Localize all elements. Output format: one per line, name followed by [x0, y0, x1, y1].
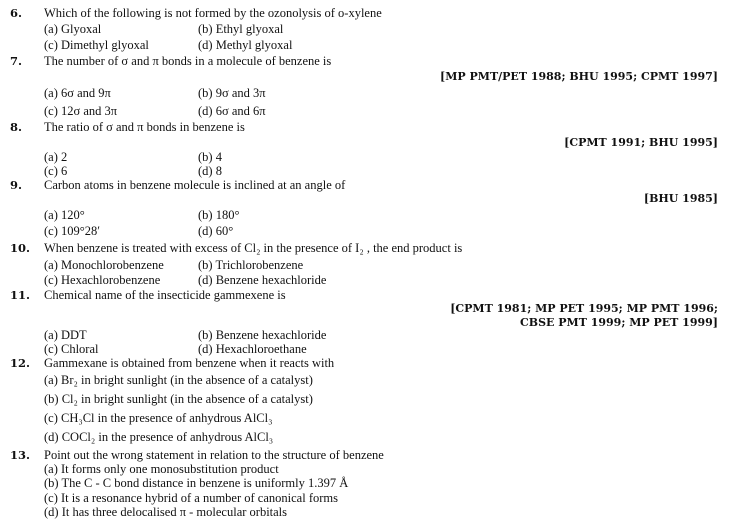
option-a: (a) It forms only one monosubstitution product [44, 462, 279, 476]
option-b: (b) Ethyl glyoxal [198, 22, 284, 36]
option-c: (c) It is a resonance hybrid of a number of canonical forms [44, 491, 338, 505]
question-text: Gammexane is obtained from benzene when it reacts with [44, 356, 335, 370]
option-a: (a) DDT [44, 328, 87, 342]
question-text: Chemical name of the insecticide gammexene is [44, 288, 286, 302]
option-b: (b) Cl₂ in bright sunlight (in the absence of a catalyst) [44, 392, 313, 406]
question-text: Which of the following is not formed by the ozonolysis of o-xylene [44, 6, 382, 20]
option-a: (a) 120° [44, 208, 85, 222]
question-text: The ratio of σ and π bonds in benzene is [44, 120, 245, 134]
question-text: When benzene is treated with excess of Cl₂ in the presence of I₂ , the end product is [44, 241, 463, 255]
option-b: (b) The C - C bond distance in benzene is uniformly 1.397 Å [44, 476, 349, 490]
exam-source: [BHU 1985] [643, 192, 718, 205]
exam-source: [MP PMT/PET 1988; BHU 1995; CPMT 1997] [440, 70, 718, 83]
question-text: Carbon atoms in benzene molecule is inclined at an angle of [44, 178, 346, 192]
option-d: (d) COCl₂ in the presence of anhydrous AlCl₃ [44, 430, 274, 444]
exam-source: CBSE PMT 1999; MP PET 1999] [520, 316, 718, 329]
option-c: (c) 109°28′ [44, 224, 100, 238]
option-d: (d) 8 [198, 164, 222, 178]
option-a: (a) Br₂ in bright sunlight (in the absence of a catalyst) [44, 373, 313, 387]
question-number: 12. [10, 356, 31, 370]
question-number: 13. [10, 448, 31, 462]
question-number: 7. [10, 54, 23, 68]
option-c: (c) Dimethyl glyoxal [44, 38, 149, 52]
option-c: (c) CH₃Cl in the presence of anhydrous AlCl₃ [44, 411, 273, 425]
option-d: (d) 6σ and 6π [198, 104, 266, 118]
option-c: (c) 12σ and 3π [44, 104, 118, 118]
option-b: (b) Trichlorobenzene [198, 258, 304, 272]
option-b: (b) Benzene hexachloride [198, 328, 327, 342]
option-a: (a) 2 [44, 150, 68, 164]
exam-source: [CPMT 1981; MP PET 1995; MP PMT 1996; [450, 302, 718, 315]
option-c: (c) 6 [44, 164, 68, 178]
option-a: (a) Monochlorobenzene [44, 258, 164, 272]
option-a: (a) 6σ and 9π [44, 86, 111, 100]
option-d: (d) It has three delocalised π - molecular orbitals [44, 505, 288, 519]
question-number: 8. [10, 120, 23, 134]
option-d: (d) Hexachloroethane [198, 342, 307, 356]
option-c: (c) Hexachlorobenzene [44, 273, 161, 287]
question-number: 6. [10, 6, 23, 20]
option-b: (b) 9σ and 3π [198, 86, 266, 100]
question-number: 10. [10, 241, 31, 255]
question-text: Point out the wrong statement in relation to the structure of benzene [44, 448, 384, 462]
option-b: (b) 180° [198, 208, 240, 222]
option-d: (d) Methyl glyoxal [198, 38, 293, 52]
exam-source: [CPMT 1991; BHU 1995] [564, 136, 718, 149]
option-d: (d) 60° [198, 224, 234, 238]
option-c: (c) Chloral [44, 342, 99, 356]
question-number: 9. [10, 178, 23, 192]
question-number: 11. [10, 288, 31, 302]
option-a: (a) Glyoxal [44, 22, 102, 36]
question-text: The number of σ and π bonds in a molecule of benzene is [44, 54, 332, 68]
option-b: (b) 4 [198, 150, 222, 164]
option-d: (d) Benzene hexachloride [198, 273, 327, 287]
